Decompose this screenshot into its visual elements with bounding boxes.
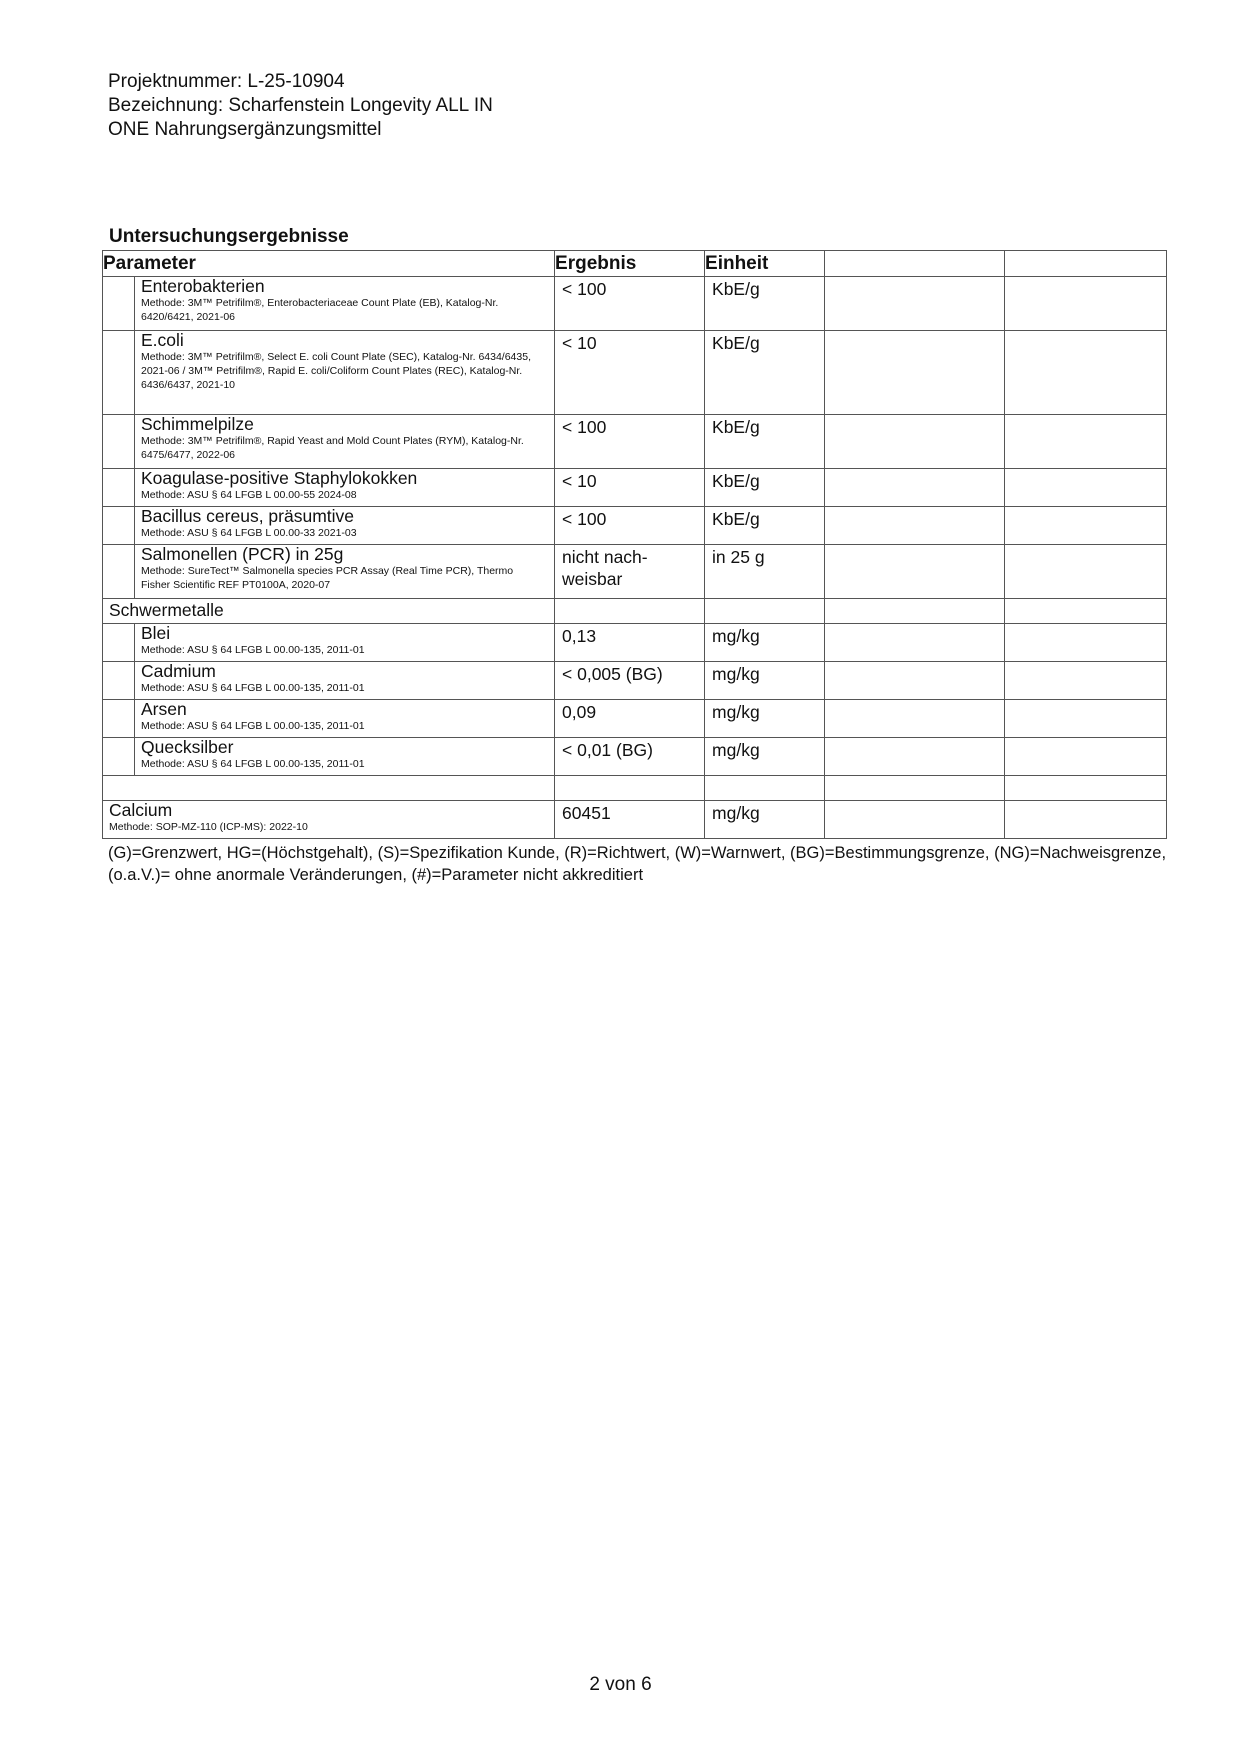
unit-value: KbE/g	[705, 507, 825, 545]
empty-cell	[825, 331, 1005, 415]
empty-cell	[825, 469, 1005, 507]
unit-value: mg/kg	[705, 700, 825, 738]
result-value: 0,13	[555, 624, 705, 662]
empty-cell	[555, 776, 705, 801]
result-value: < 0,01 (BG)	[555, 738, 705, 776]
parameter-method: Methode: ASU § 64 LFGB L 00.00-135, 2011-01	[141, 720, 365, 732]
indent-cell	[103, 507, 135, 545]
empty-cell	[1005, 415, 1167, 469]
empty-cell	[1005, 801, 1167, 839]
table-row	[103, 277, 1167, 331]
empty-cell	[825, 624, 1005, 662]
empty-cell	[705, 599, 825, 624]
indent-cell	[103, 277, 135, 331]
empty-cell	[825, 801, 1005, 839]
empty-cell	[825, 545, 1005, 599]
indent-cell	[103, 738, 135, 776]
table-row	[103, 331, 1167, 415]
indent-cell	[103, 624, 135, 662]
result-value	[555, 545, 705, 599]
parameter-cell	[135, 469, 555, 507]
section-title: Untersuchungsergebnisse	[109, 226, 349, 247]
parameter-name: Cadmium	[141, 661, 216, 681]
parameter-cell	[135, 624, 555, 662]
table-row	[103, 662, 1167, 700]
empty-cell	[825, 700, 1005, 738]
indent-cell	[103, 662, 135, 700]
table-row-calcium	[103, 801, 1167, 839]
parameter-cell	[103, 801, 555, 839]
result-text: nicht nach-weisbar	[562, 547, 648, 589]
parameter-name: Koagulase-positive Staphylokokken	[141, 468, 418, 488]
parameter-cell	[135, 277, 555, 331]
empty-cell	[1005, 331, 1167, 415]
parameter-method: Methode: ASU § 64 LFGB L 00.00-135, 2011-01	[141, 682, 365, 694]
unit-value: KbE/g	[705, 277, 825, 331]
parameter-name: Blei	[141, 623, 171, 643]
empty-cell	[1005, 277, 1167, 331]
table-row	[103, 415, 1167, 469]
parameter-cell	[135, 662, 555, 700]
parameter-name: Bacillus cereus, präsumtive	[141, 506, 354, 526]
parameter-name: Calcium	[109, 800, 173, 820]
empty-cell	[1005, 624, 1167, 662]
indent-cell	[103, 469, 135, 507]
result-value: 0,09	[555, 700, 705, 738]
result-value: < 100	[555, 277, 705, 331]
parameter-method: Methode: ASU § 64 LFGB L 00.00-33 2021-03	[141, 527, 357, 539]
empty-cell	[1005, 738, 1167, 776]
project-number: Projektnummer: L-25-10904	[108, 71, 345, 92]
result-value: 60451	[555, 801, 705, 839]
empty-cell	[825, 507, 1005, 545]
table-row	[103, 507, 1167, 545]
empty-cell	[825, 599, 1005, 624]
page-number: 2 von 6	[589, 1674, 652, 1695]
group-heavy-metals: Schwermetalle	[103, 599, 555, 624]
designation-line-1: Bezeichnung: Scharfenstein Longevity ALL IN	[108, 95, 493, 116]
parameter-name: Salmonellen (PCR) in 25g	[141, 544, 344, 564]
unit-value: KbE/g	[705, 415, 825, 469]
empty-row	[103, 776, 1167, 801]
unit-value: mg/kg	[705, 624, 825, 662]
parameter-cell	[135, 545, 555, 599]
empty-cell	[705, 776, 825, 801]
table-header-row	[103, 251, 1167, 277]
parameter-method: Methode: SureTect™ Salmonella species PCR Assay (Real Time PCR), Thermo Fisher Scientific REF PT0100A, 2020-07	[141, 565, 514, 591]
group-row	[103, 599, 1167, 624]
parameter-name: Arsen	[141, 699, 187, 719]
unit-value: mg/kg	[705, 801, 825, 839]
result-value: < 100	[555, 415, 705, 469]
unit-value: KbE/g	[705, 331, 825, 415]
unit-value: KbE/g	[705, 469, 825, 507]
empty-cell	[1005, 545, 1167, 599]
designation-line-2: ONE Nahrungsergänzungsmittel	[108, 119, 382, 140]
empty-cell	[1005, 776, 1167, 801]
result-value: < 0,005 (BG)	[555, 662, 705, 700]
empty-cell	[1005, 700, 1167, 738]
header-parameter: Parameter	[103, 251, 555, 277]
unit-value: mg/kg	[705, 738, 825, 776]
parameter-method: Methode: 3M™ Petrifilm®, Enterobacteriaceae Count Plate (EB), Katalog-Nr. 6420/6421, 2021-06	[141, 297, 499, 323]
result-value: < 10	[555, 469, 705, 507]
empty-cell	[1005, 662, 1167, 700]
result-value: < 10	[555, 331, 705, 415]
table-row	[103, 700, 1167, 738]
parameter-name: Enterobakterien	[141, 276, 265, 296]
parameter-method: Methode: SOP-MZ-110 (ICP-MS): 2022-10	[109, 821, 308, 833]
table-row	[103, 469, 1167, 507]
empty-cell	[1005, 507, 1167, 545]
parameter-method: Methode: ASU § 64 LFGB L 00.00-135, 2011-01	[141, 644, 365, 656]
empty-cell	[825, 776, 1005, 801]
empty-cell	[103, 776, 555, 801]
parameter-method: Methode: ASU § 64 LFGB L 00.00-135, 2011-01	[141, 758, 365, 770]
results-table	[102, 250, 1167, 839]
table-row	[103, 738, 1167, 776]
empty-cell	[1005, 599, 1167, 624]
parameter-method: Methode: 3M™ Petrifilm®, Select E. coli Count Plate (SEC), Katalog-Nr. 6434/6435, 2021-06 / 3M™ Petrifilm®, Rapid E. coli/Coliform Count Plates (REC), Katalog-Nr. 6436/6437, 2021-10	[141, 351, 531, 391]
parameter-cell	[135, 507, 555, 545]
table-row	[103, 545, 1167, 599]
indent-cell	[103, 700, 135, 738]
empty-cell	[555, 599, 705, 624]
legend-footnote: (G)=Grenzwert, HG=(Höchstgehalt), (S)=Spezifikation Kunde, (R)=Richtwert, (W)=Warnwert, (BG)=Bestimmungsgrenze, (NG)=Nachweisgrenze, (o.a.V.)= ohne anormale Veränderungen, (#)=Parameter nicht akkreditiert	[108, 844, 1167, 884]
parameter-cell	[135, 738, 555, 776]
unit-value: in 25 g	[705, 545, 825, 599]
empty-cell	[1005, 469, 1167, 507]
empty-cell	[825, 277, 1005, 331]
header-result: Ergebnis	[555, 251, 705, 277]
result-value: < 100	[555, 507, 705, 545]
parameter-method: Methode: 3M™ Petrifilm®, Rapid Yeast and Mold Count Plates (RYM), Katalog-Nr. 6475/6477, 2022-06	[141, 435, 524, 461]
parameter-method: Methode: ASU § 64 LFGB L 00.00-55 2024-08	[141, 489, 357, 501]
empty-cell	[825, 662, 1005, 700]
indent-cell	[103, 415, 135, 469]
header-empty-2	[1005, 251, 1167, 277]
empty-cell	[825, 415, 1005, 469]
document-header	[108, 70, 493, 142]
parameter-cell	[135, 700, 555, 738]
indent-cell	[103, 331, 135, 415]
indent-cell	[103, 545, 135, 599]
parameter-name: E.coli	[141, 330, 184, 350]
table-row	[103, 624, 1167, 662]
parameter-cell	[135, 415, 555, 469]
parameter-name: Schimmelpilze	[141, 414, 254, 434]
header-unit: Einheit	[705, 251, 825, 277]
unit-value: mg/kg	[705, 662, 825, 700]
empty-cell	[825, 738, 1005, 776]
header-empty-1	[825, 251, 1005, 277]
parameter-cell	[135, 331, 555, 415]
parameter-name: Quecksilber	[141, 737, 234, 757]
